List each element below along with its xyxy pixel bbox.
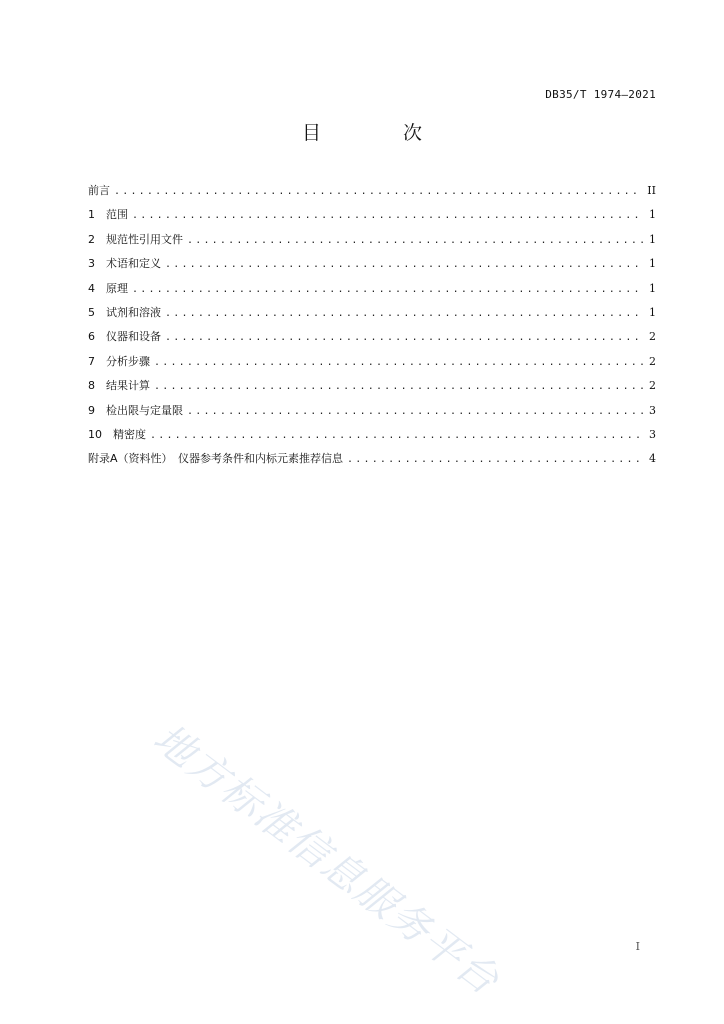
dot-leader [154,381,643,392]
dot-leader [165,259,643,270]
toc-entry-page: 1 [649,281,656,295]
toc-entry-label: 1 范围 [88,208,128,222]
toc-entry[interactable] [88,426,656,450]
dot-leader [165,308,643,319]
dot-leader [187,406,643,417]
toc-entry-page: 2 [649,354,656,368]
toc-entry-page: 1 [649,208,656,222]
toc-entry-label: 前言 [88,184,110,197]
toc-entry-label: 5 试剂和溶液 [88,305,161,319]
toc-entry[interactable] [88,280,656,304]
dot-leader [132,284,643,295]
page-number: I [635,940,640,953]
toc-entry-label: 7 分析步骤 [88,354,150,368]
toc-entry[interactable] [88,402,656,426]
toc-entry-label: 2 规范性引用文件 [88,232,183,246]
toc-entry-page: 1 [649,305,656,319]
dot-leader [165,332,643,343]
toc-entry-label: 4 原理 [88,281,128,295]
toc-entry-page: 3 [649,427,656,441]
toc-entry[interactable] [88,377,656,401]
watermark: 地方标准信息服务平台 [144,715,509,1005]
toc-entry-page: 1 [649,232,656,246]
toc-entry-label: 3 术语和定义 [88,257,161,271]
toc-entry-page: 4 [649,452,656,466]
toc-entry-page: 3 [649,403,656,417]
toc-entry[interactable] [88,353,656,377]
document-code: DB35/T 1974—2021 [545,88,656,101]
dot-leader [154,357,643,368]
toc-entry[interactable] [88,255,656,279]
toc-entry-page: 2 [649,330,656,344]
page-title: 目 次 [301,122,461,144]
dot-leader [150,430,643,441]
dot-leader [132,210,643,221]
toc-entry[interactable] [88,206,656,230]
toc-entry-label: 10 精密度 [88,427,146,441]
dot-leader [187,235,643,246]
toc-entry-page: 1 [649,257,656,271]
toc-entry-page: 2 [649,379,656,393]
toc-entry-page: II [647,184,656,197]
toc-entry-label: 9 检出限与定量限 [88,403,183,417]
toc-entry-label: 附录A（资料性） 仪器参考条件和内标元素推荐信息 [88,452,344,466]
dot-leader [114,186,641,197]
toc-entry[interactable] [88,450,656,474]
toc-entry[interactable] [88,182,656,206]
table-of-contents [88,182,656,475]
toc-entry[interactable] [88,304,656,328]
toc-entry-label: 6 仪器和设备 [88,330,161,344]
toc-entry-label: 8 结果计算 [88,379,150,393]
toc-entry[interactable] [88,231,656,255]
dot-leader [347,454,643,465]
toc-entry[interactable] [88,328,656,352]
